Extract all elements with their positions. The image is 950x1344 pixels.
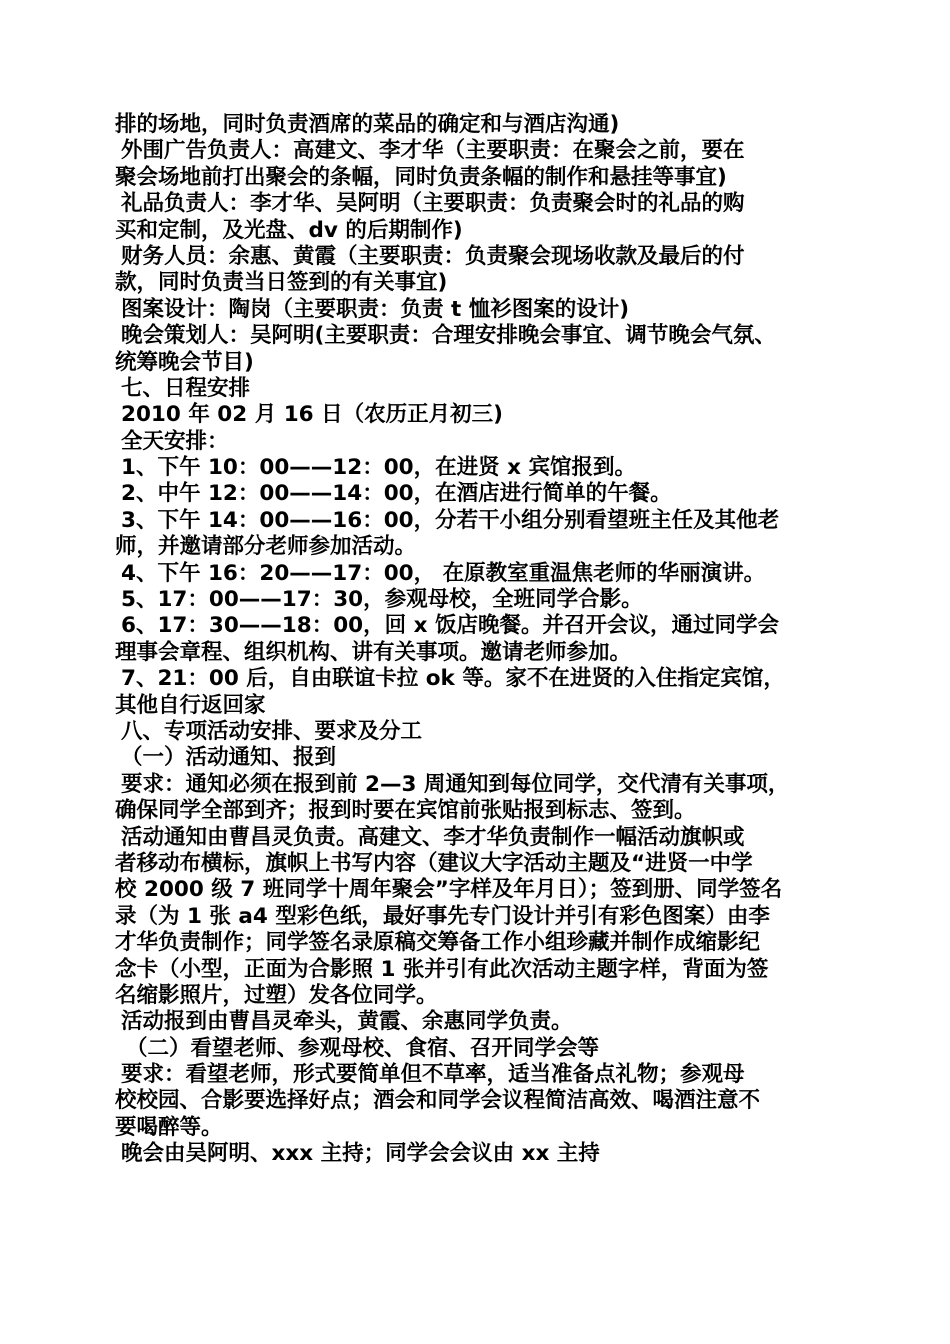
text-line: 名缩影照片，过塑）发各位同学。 [115, 982, 438, 1008]
text-line: 3、下午 14：00——16：00，分若干小组分别看望班主任及其他老 [121, 507, 780, 533]
text-line: （二）看望老师、参观母校、食宿、召开同学会等 [126, 1035, 600, 1061]
text-line: 校 2000 级 7 班同学十周年聚会”字样及年月日）；签到册、同学签名 [115, 877, 783, 903]
text-line: 要喝醉等。 [115, 1114, 223, 1140]
text-line: 礼品负责人：李才华、吴阿明（主要职责：负责聚会时的礼品的购 [121, 191, 745, 217]
text-line: 统筹晚会节目) [115, 349, 254, 375]
text-line: 晚会策划人：吴阿明(主要职责：合理安排晚会事宜、调节晚会气氛、 [121, 323, 776, 349]
text-line: 录（为 1 张 a4 型彩色纸，最好事先专门设计并引有彩色图案）由李 [115, 903, 770, 929]
text-line: 买和定制，及光盘、dv 的后期制作) [115, 217, 463, 243]
text-line: 活动通知由曹昌灵负责。高建文、李才华负责制作一幅活动旗帜或 [121, 824, 745, 850]
text-line: （一）活动通知、报到 [121, 745, 337, 771]
document-page [115, 112, 837, 1168]
text-line: 理事会章程、组织机构、讲有关事项。邀请老师参加。 [115, 639, 632, 665]
text-line: 7、21：00 后，自由联谊卡拉 ok 等。家不在进贤的入住指定宾馆， [121, 666, 785, 692]
text-line: 聚会场地前打出聚会的条幅，同时负责条幅的制作和悬挂等事宜) [115, 164, 727, 190]
text-line: 6、17：30——18：00，回 x 饭店晚餐。并召开会议，通过同学会 [121, 613, 779, 639]
text-line: 5、17：00——17：30，参观母校，全班同学合影。 [121, 587, 643, 613]
text-line: 八、专项活动安排、要求及分工 [121, 718, 423, 744]
text-line: 排的场地，同时负责酒席的菜品的确定和与酒店沟通) [115, 112, 620, 137]
text-line: 外围广告负责人：高建文、李才华（主要职责：在聚会之前，要在 [121, 138, 745, 164]
text-line: 师，并邀请部分老师参加活动。 [115, 534, 417, 560]
text-line: 确保同学全部到齐；报到时要在宾馆前张贴报到标志、签到。 [115, 798, 696, 824]
text-line: 2010 年 02 月 16 日（农历正月初三) [121, 402, 503, 428]
text-line: 要求：通知必须在报到前 2—3 周通知到每位同学，交代清有关事项， [121, 771, 790, 797]
text-line: 活动报到由曹昌灵牵头，黄霞、余惠同学负责。 [121, 1009, 573, 1035]
text-line: 者移动布横标，旗帜上书写内容（建议大字活动主题及“进贤一中学 [115, 850, 753, 876]
text-line: 念卡（小型，正面为合影照 1 张并引有此次活动主题字样，背面为签 [115, 956, 769, 982]
text-line: 图案设计：陶岗（主要职责：负责 t 恤衫图案的设计) [121, 296, 630, 322]
text-line: 七、日程安排 [121, 375, 251, 401]
text-line: 1、下午 10：00——12：00，在进贤 x 宾馆报到。 [121, 455, 636, 481]
text-line: 才华负责制作；同学签名录原稿交筹备工作小组珍藏并制作成缩影纪 [115, 930, 761, 956]
text-line: 财务人员：余惠、黄霞（主要职责：负责聚会现场收款及最后的付 [121, 243, 745, 269]
text-line: 校校园、合影要选择好点；酒会和同学会议程简洁高效、喝酒注意不 [115, 1088, 761, 1114]
text-line: 2、中午 12：00——14：00，在酒店进行简单的午餐。 [121, 481, 672, 507]
text-line: 其他自行返回家 [115, 692, 266, 718]
text-line: 全天安排： [121, 428, 229, 454]
text-line: 4、下午 16：20——17：00， 在原教室重温焦老师的华丽演讲。 [121, 560, 766, 586]
text-line: 晚会由吴阿明、xxx 主持；同学会会议由 xx 主持 [121, 1141, 600, 1167]
text-line: 款，同时负责当日签到的有关事宜) [115, 270, 448, 296]
text-line: 要求：看望老师，形式要简单但不草率，适当准备点礼物；参观母 [121, 1062, 745, 1088]
